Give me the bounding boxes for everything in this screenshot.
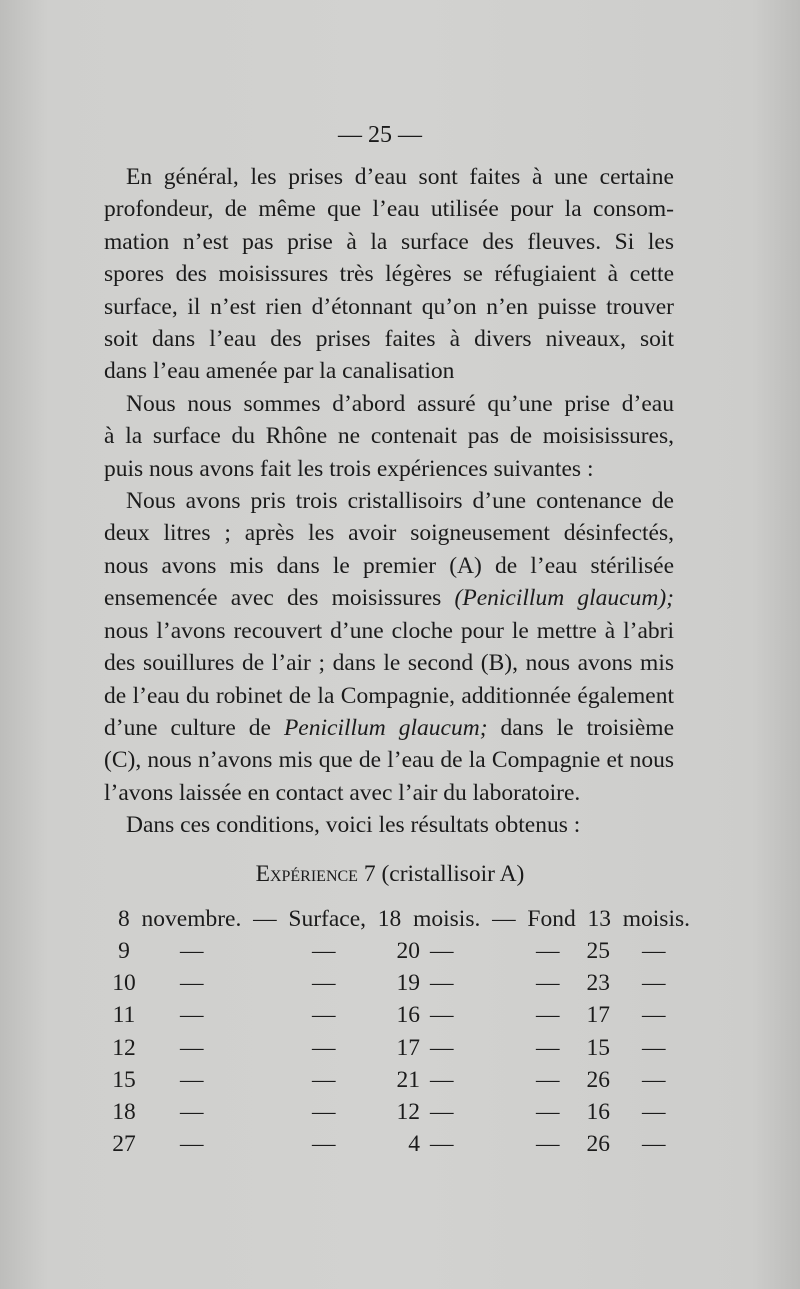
text-line: nous l’avons recouvert d’une cloche pour le mettre à l’abri (104, 617, 674, 644)
text-line: à la surface du Rhône ne contenait pas de moisisissures, (104, 423, 674, 450)
text-line: puis nous avons fait les trois expériences suivantes : (104, 455, 594, 482)
text-line: dans l’eau amenée par la canalisation (104, 358, 455, 385)
text-segment: dans le troisième (500, 714, 675, 741)
text-line: nous avons mis dans le premier (A) de l’eau stérilisée (104, 552, 674, 579)
results-table (104, 938, 684, 1163)
fond-count-cell: 25 (586, 938, 610, 964)
ditto-dash: — (312, 1131, 336, 1158)
ditto-dash: — (642, 1002, 666, 1029)
ditto-dash: — (430, 1034, 454, 1061)
text-line: En général, les prises d’eau sont faites à une certaine (126, 164, 674, 190)
text-line (104, 582, 674, 614)
ditto-dash: — (430, 1098, 454, 1125)
ditto-dash: — (312, 1034, 336, 1061)
day-cell: 27 (112, 1131, 136, 1158)
body-text (104, 161, 674, 842)
ditto-dash: — (180, 1002, 204, 1029)
ditto-dash: — (312, 1002, 336, 1029)
fond-count-cell: 16 (586, 1098, 610, 1125)
ditto-dash: — (536, 1131, 560, 1158)
text-line: Dans ces conditions, voici les résultats obtenus : (126, 812, 581, 839)
ditto-dash: — (180, 1066, 204, 1093)
table-header-row: 8 novembre. — Surface, 18 moisis. — Fond 13 moisis. (118, 906, 690, 932)
ditto-dash: — (312, 970, 336, 997)
fond-count-cell: 17 (586, 1002, 610, 1029)
text-line: Nous avons pris trois cristallisoirs d’une contenance de (126, 488, 674, 515)
table-row (104, 970, 684, 1002)
table-title-rest: 7 (cristallisoir A) (363, 861, 525, 887)
text-line: deux litres ; après les avoir soigneusement désinfectés, (104, 520, 674, 547)
ditto-dash: — (642, 1098, 666, 1125)
fond-count-cell: 15 (586, 1034, 610, 1061)
text-line (104, 712, 674, 744)
ditto-dash: — (180, 970, 204, 997)
ditto-dash: — (536, 938, 560, 964)
fond-count-cell: 26 (586, 1066, 610, 1093)
table-title-caps: Expérience (255, 861, 358, 887)
ditto-dash: — (430, 1131, 454, 1158)
day-cell: 11 (112, 1002, 136, 1029)
ditto-dash: — (642, 1066, 666, 1093)
surface-count-cell: 20 (396, 938, 420, 964)
table-row (104, 938, 684, 970)
text-line: surface, il n’est rien d’étonnant qu’on n’en puisse trouver (104, 293, 674, 320)
fond-count-cell: 26 (586, 1131, 610, 1158)
text-line: des souillures de l’air ; dans le second (B), nous avons mis (104, 650, 674, 677)
ditto-dash: — (180, 1131, 204, 1158)
ditto-dash: — (430, 1002, 454, 1029)
ditto-dash: — (430, 970, 454, 997)
ditto-dash: — (642, 1131, 666, 1158)
day-cell: 15 (112, 1066, 136, 1093)
text-line: Nous nous sommes d’abord assuré qu’une prise d’eau (126, 390, 674, 417)
ditto-dash: — (642, 938, 666, 964)
day-cell: 10 (112, 970, 136, 997)
day-cell: 12 (112, 1034, 136, 1061)
text-segment: d’une culture de (104, 714, 271, 741)
text-line: spores des moisissures très légères se réfugiaient à cette (104, 261, 674, 288)
ditto-dash: — (536, 1002, 560, 1029)
day-cell: 9 (118, 938, 130, 964)
italic-species-name: Penicillum glaucum; (283, 714, 488, 741)
page-number: — 25 — (338, 122, 422, 148)
surface-count-cell: 12 (396, 1098, 420, 1125)
table-row (104, 1099, 684, 1131)
text-line: (C), nous n’avons mis que de l’eau de la Compagnie et nous (104, 747, 674, 774)
text-line: l’avons laissée en contact avec l’air du laboratoire. (104, 779, 581, 806)
table-row (104, 1035, 684, 1067)
text-segment: ensemencée avec des moisissures (104, 585, 442, 612)
ditto-dash: — (180, 1098, 204, 1125)
ditto-dash: — (536, 1098, 560, 1125)
ditto-dash: — (642, 1034, 666, 1061)
ditto-dash: — (312, 1066, 336, 1093)
ditto-dash: — (536, 970, 560, 997)
ditto-dash: — (536, 1066, 560, 1093)
text-line: soit dans l’eau des prises faites à divers niveaux, soit (104, 326, 674, 353)
ditto-dash: — (430, 1066, 454, 1093)
surface-count-cell: 4 (408, 1131, 420, 1158)
fond-count-cell: 23 (586, 970, 610, 997)
text-line: de l’eau du robinet de la Compagnie, additionnée également (104, 682, 674, 709)
table-row (104, 1131, 684, 1163)
text-line: mation n’est pas prise à la surface des fleuves. Si les (104, 228, 674, 255)
ditto-dash: — (180, 938, 204, 964)
ditto-dash: — (642, 970, 666, 997)
day-cell: 18 (112, 1098, 136, 1125)
table-row (104, 1002, 684, 1034)
surface-count-cell: 16 (396, 1002, 420, 1029)
text-line: profondeur, de même que l’eau utilisée pour la consom- (104, 196, 674, 223)
table-row (104, 1067, 684, 1099)
surface-count-cell: 21 (396, 1066, 420, 1093)
ditto-dash: — (312, 1098, 336, 1125)
ditto-dash: — (536, 1034, 560, 1061)
ditto-dash: — (312, 938, 336, 964)
ditto-dash: — (430, 938, 454, 964)
table-title (0, 861, 780, 888)
italic-species-name: (Penicillum glaucum); (454, 585, 674, 612)
surface-count-cell: 19 (396, 970, 420, 997)
ditto-dash: — (180, 1034, 204, 1061)
surface-count-cell: 17 (396, 1034, 420, 1061)
